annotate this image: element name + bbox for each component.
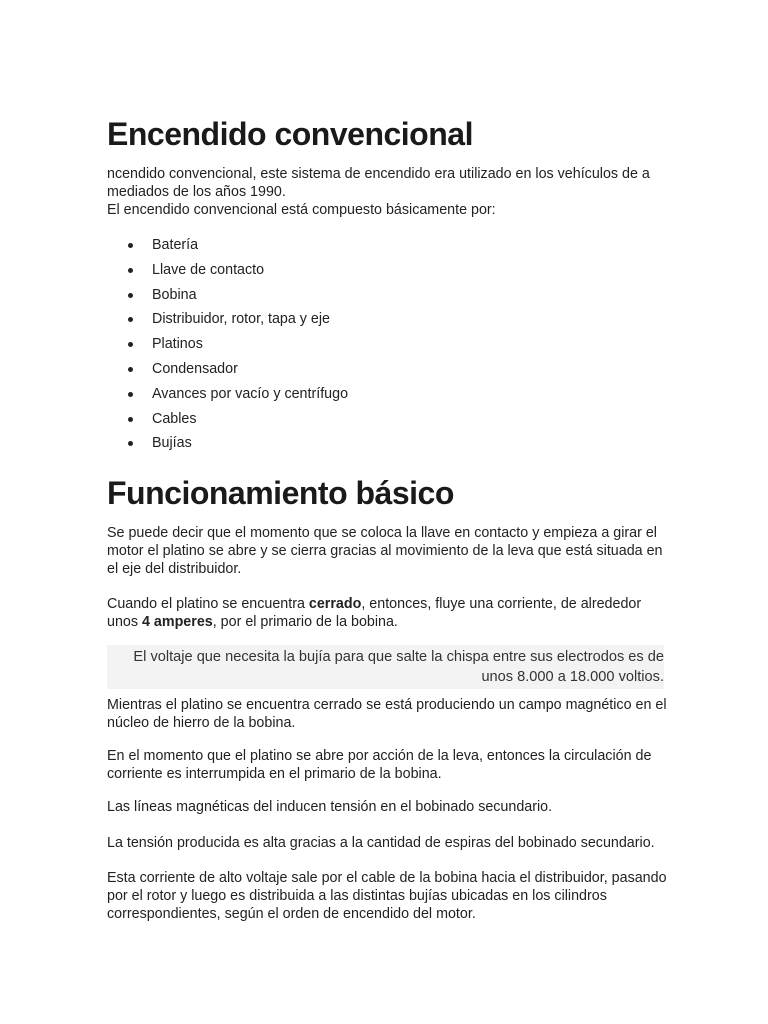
bullet-icon	[128, 342, 133, 347]
paragraph-tension: La tensión producida es alta gracias a la cantidad de espiras del bobinado secundario.	[107, 835, 655, 851]
list-item-label: Platinos	[152, 336, 203, 353]
intro-components-lead: El encendido convencional está compuesto básicamente por:	[107, 202, 496, 218]
list-item-label: Bujías	[152, 435, 192, 452]
bullet-icon	[128, 367, 133, 372]
list-item	[107, 260, 507, 285]
list-item	[107, 409, 507, 434]
section-title-funcionamiento: Funcionamiento básico	[107, 475, 454, 511]
list-item-label: Distribuidor, rotor, tapa y eje	[152, 311, 331, 328]
list-item	[107, 309, 507, 334]
bullet-icon	[128, 317, 133, 322]
paragraph-text: , por el primario de la bobina.	[212, 614, 398, 630]
paragraph-lineas: Las líneas magnéticas del inducen tensión en el bobinado secundario.	[107, 799, 553, 815]
list-item-label: Cables	[152, 410, 197, 427]
paragraph-cerrado	[107, 595, 667, 631]
bullet-icon	[128, 243, 133, 248]
bullet-icon	[128, 441, 133, 446]
list-item-label: Bobina	[152, 286, 197, 303]
paragraph-text: , entonces, fluye una corriente, de alrededor unos	[107, 596, 642, 630]
list-item	[107, 235, 507, 260]
list-item	[107, 334, 507, 359]
bullet-icon	[128, 417, 133, 422]
paragraph-alto-voltaje: Esta corriente de alto voltaje sale por el cable de la bobina hacia el distribuidor, pasando por el rotor y luego es distribuida a las distintas bujías ubicadas en los cilindros correspondientes, según el orden de encendido del motor.	[107, 870, 667, 922]
paragraph-momento: Se puede decir que el momento que se coloca la llave en contacto y empieza a girar el motor el platino se abre y se cierra gracias al movimiento de la leva que está situada en el eje del distribuidor.	[107, 525, 663, 577]
components-list	[107, 235, 507, 458]
bullet-icon	[128, 268, 133, 273]
bullet-icon	[128, 293, 133, 298]
highlight-quote: El voltaje que necesita la bujía para que salte la chispa entre sus electrodos es de unos 8.000 a 18.000 voltios.	[107, 645, 664, 689]
intro-paragraph: ncendido convencional, este sistema de encendido era utilizado en los vehículos de a mediados de los años 1990.	[107, 166, 650, 200]
section-title-encendido: Encendido convencional	[107, 116, 473, 152]
paragraph-campo-magnetico: Mientras el platino se encuentra cerrado se está produciendo un campo magnético en el núcleo de hierro de la bobina.	[107, 697, 667, 731]
paragraph-text: Cuando el platino se encuentra	[107, 596, 309, 612]
bold-amperes: 4 amperes	[141, 614, 213, 630]
bold-cerrado: cerrado	[308, 596, 362, 612]
list-item-label: Llave de contacto	[152, 261, 265, 278]
list-item	[107, 384, 507, 409]
list-item-label: Condensador	[152, 360, 238, 377]
list-item-label: Batería	[152, 237, 199, 253]
list-item	[107, 285, 507, 310]
list-item-label: Avances por vacío y centrífugo	[152, 385, 349, 402]
paragraph-circulacion: En el momento que el platino se abre por acción de la leva, entonces la circulación de corriente es interrumpida en el primario de la bobina.	[107, 748, 652, 782]
list-item	[107, 433, 507, 458]
list-item	[107, 359, 507, 384]
bullet-icon	[128, 392, 133, 397]
